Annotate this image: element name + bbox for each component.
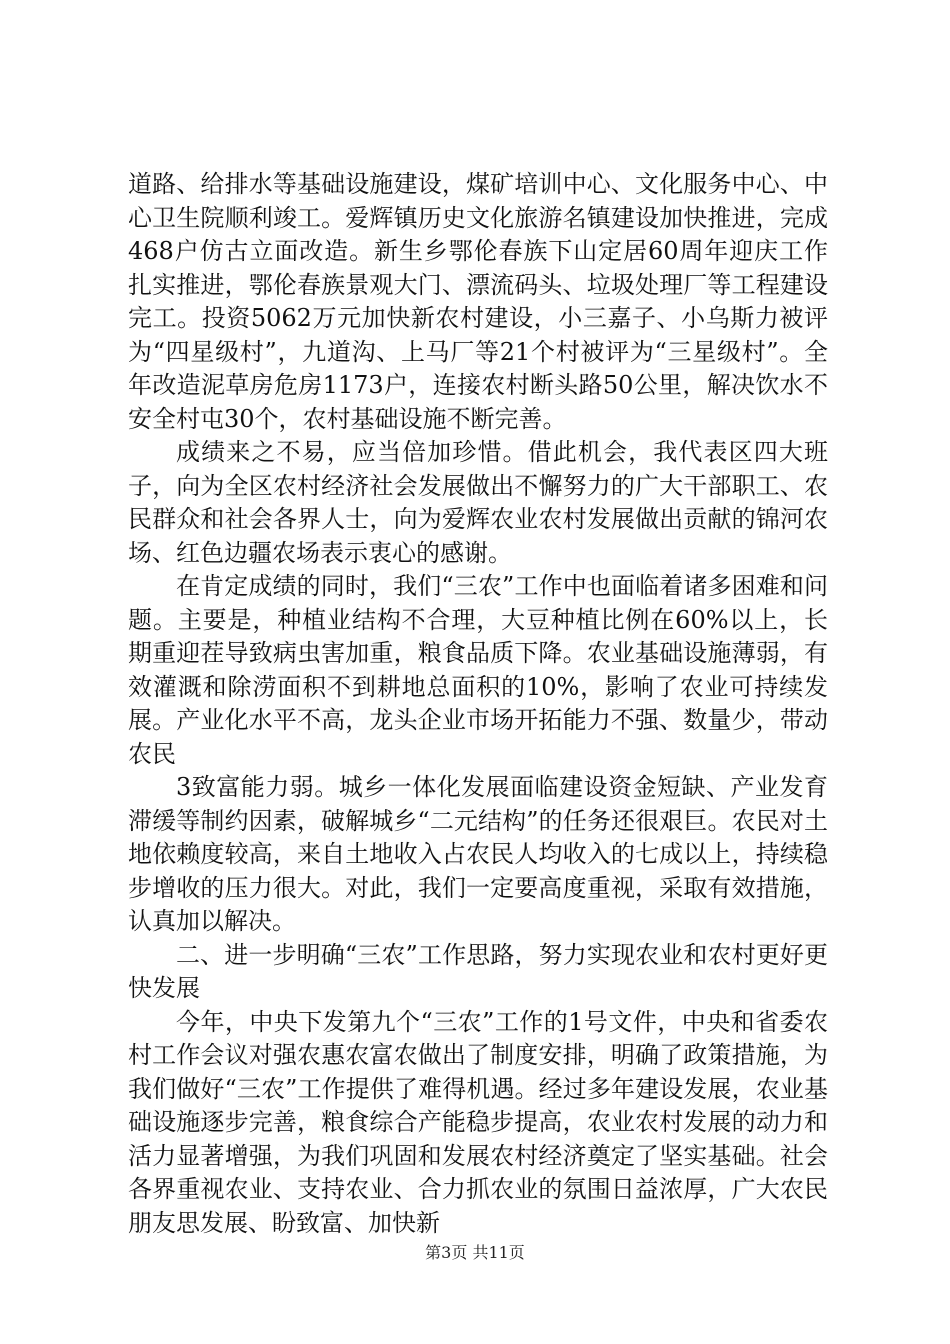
document-body [128,168,828,1240]
section-heading: 二、进一步明确“三农”工作思路，努力实现农业和农村更好更快发展 [128,940,828,1002]
paragraph-challenges: 3致富能力弱。城乡一体化发展面临建设资金短缺、产业发育滞缓等制约因素，破解城乡“二元结构”的任务还很艰巨。农民对土地依赖度较高，来自土地收入占农民人均收入的七成以上，持续稳步增收的压力很大。对此，我们一定要高度重视，采取有效措施，认真加以解决。 [128,773,828,935]
paragraph-infrastructure: 道路、给排水等基础设施建设，煤矿培训中心、文化服务中心、中心卫生院顺利竣工。爱辉镇历史文化旅游名镇建设加快推进，完成468户仿古立面改造。新生乡鄂伦春族下山定居60周年迎庆工作扎实推进，鄂伦春族景观大门、漂流码头、垃圾处理厂等工程建设完工。投资5062万元加快新农村建设，小三嘉子、小乌斯力被评为“四星级村”，九道沟、上马厂等21个村被评为“三星级村”。全年改造泥草房危房1173户，连接农村断头路50公里，解决饮水不安全村屯30个，农村基础设施不断完善。 [128,170,828,433]
page-number-footer: 第3页 共11页 [425,1243,525,1262]
paragraph-thanks: 成绩来之不易，应当倍加珍惜。借此机会，我代表区四大班子，向为全区农村经济社会发展做出不懈努力的广大干部职工、农民群众和社会各界人士，向为爱辉农业农村发展做出贡献的锦河农场、红色边疆农场表示衷心的感谢。 [128,438,828,567]
paragraph-problems: 在肯定成绩的同时，我们“三农”工作中也面临着诸多困难和问题。主要是，种植业结构不合理，大豆种植比例在60%以上，长期重迎茬导致病虫害加重，粮食品质下降。农业基础设施薄弱，有效灌溉和除涝面积不到耕地总面积的10%，影响了农业可持续发展。产业化水平不高，龙头企业市场开拓能力不强、数量少，带动农民 [128,572,828,768]
paragraph-opportunities: 今年，中央下发第九个“三农”工作的1号文件，中央和省委农村工作会议对强农惠农富农做出了制度安排，明确了政策措施，为我们做好“三农”工作提供了难得机遇。经过多年建设发展，农业基础设施逐步完善，粮食综合产能稳步提高，农业农村发展的动力和活力显著增强，为我们巩固和发展农村经济奠定了坚实基础。社会各界重视农业、支持农业、合力抓农业的氛围日益浓厚，广大农民朋友思发展、盼致富、加快新 [128,1007,828,1237]
